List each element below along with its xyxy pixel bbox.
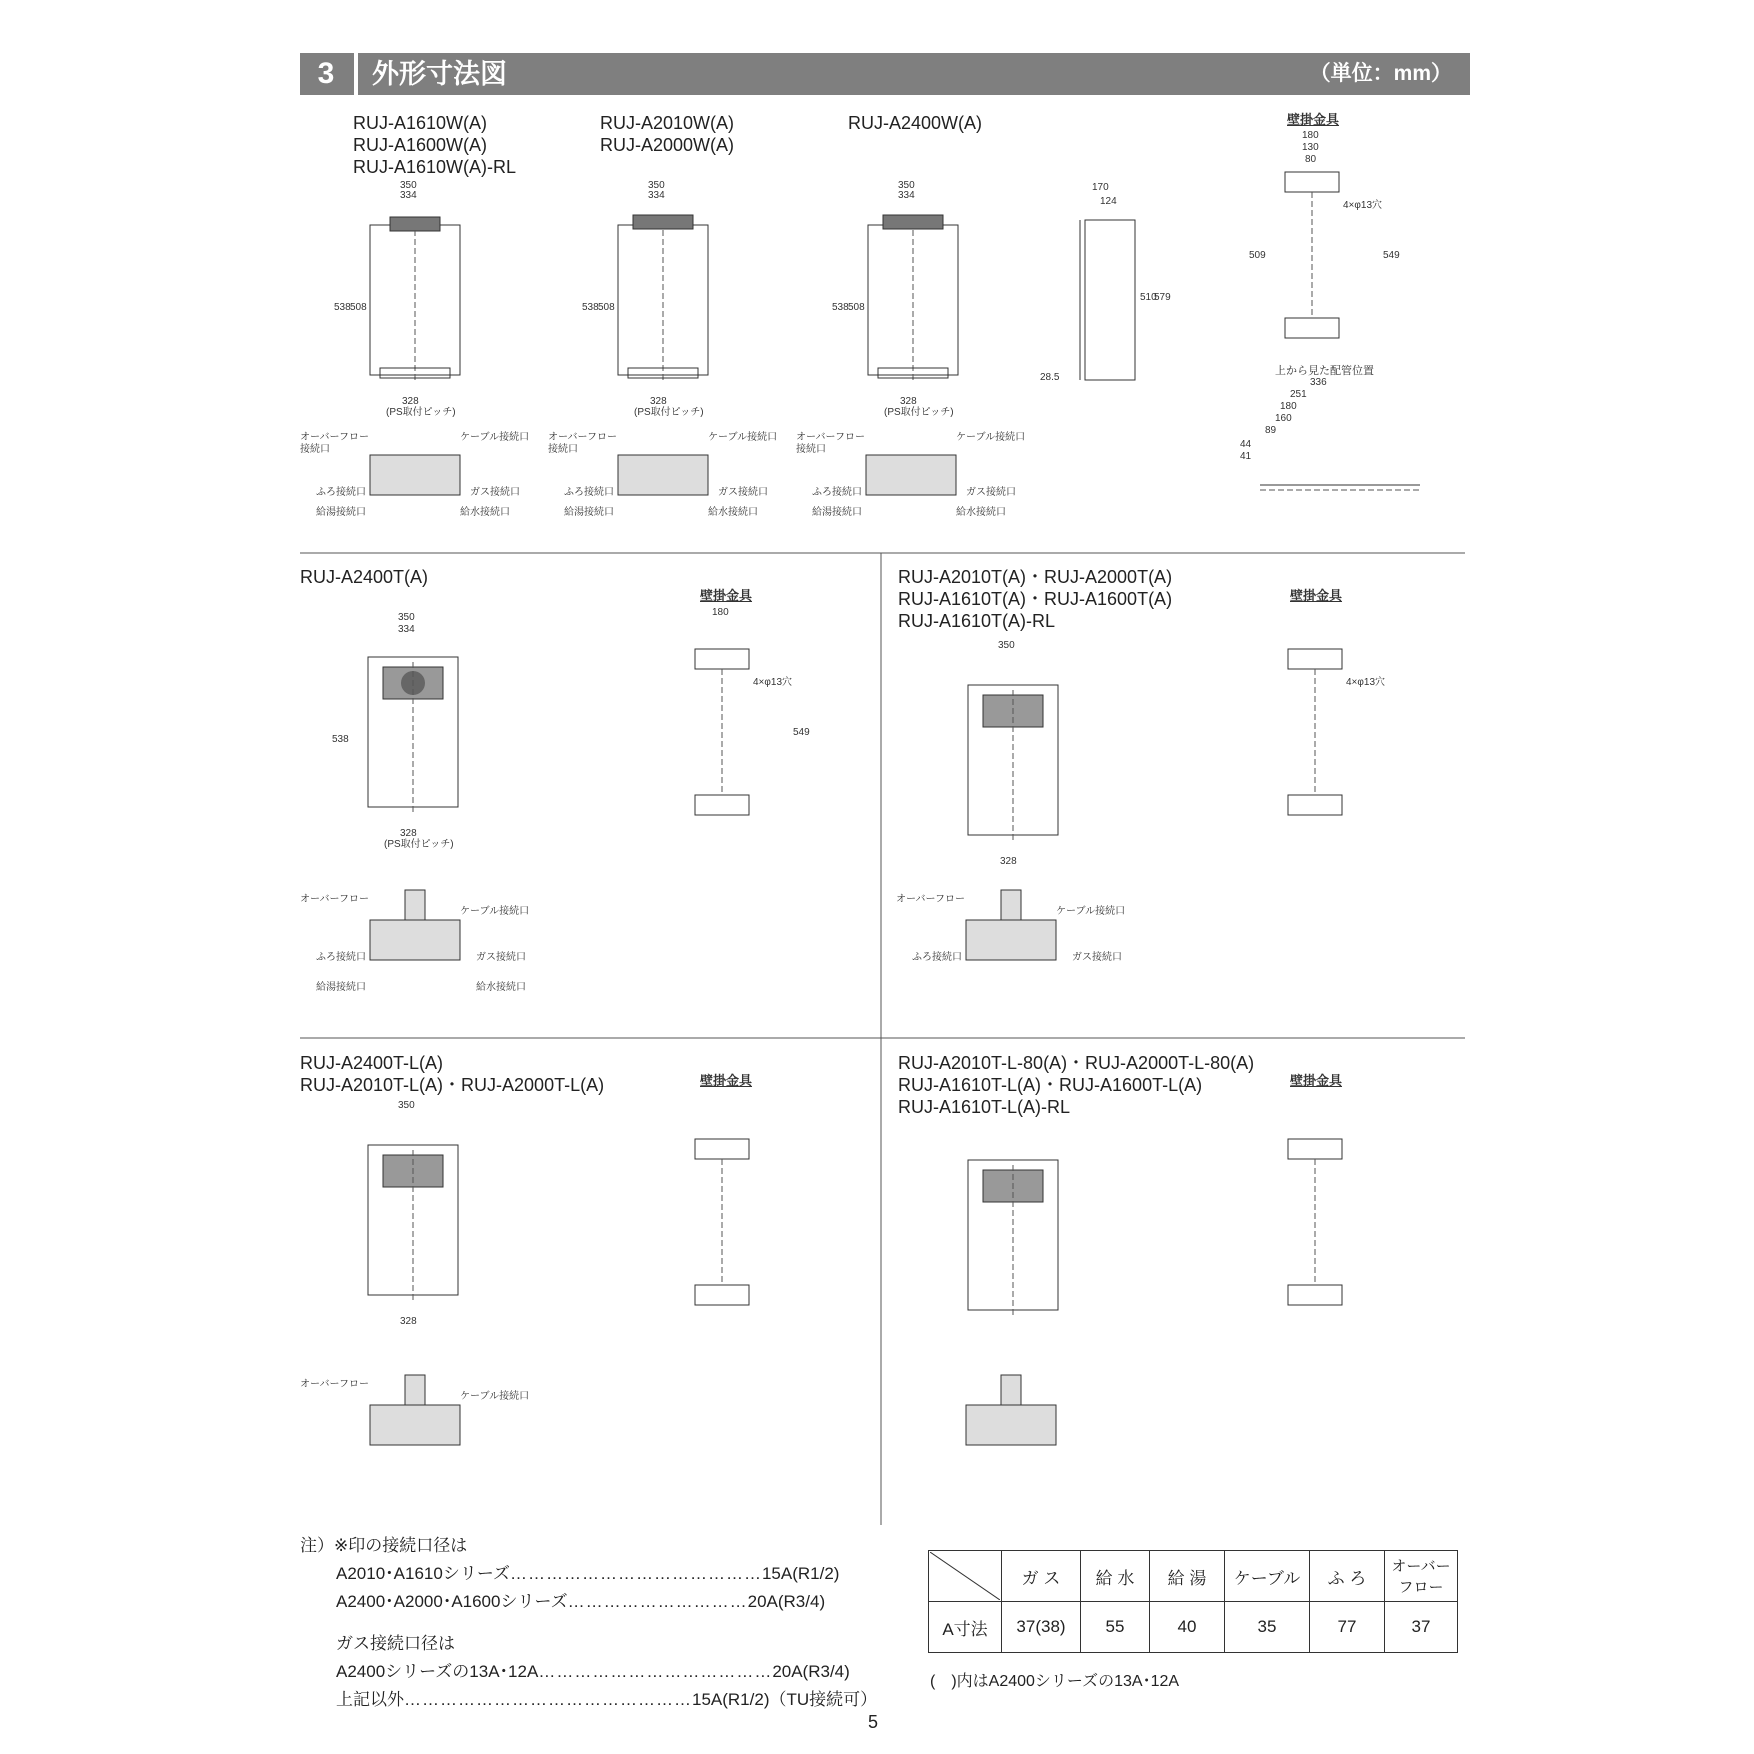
svg-text:オーバーフロー: オーバーフロー [548,432,617,443]
svg-text:350: 350 [398,1100,415,1111]
svg-text:オーバーフロー: オーバーフロー [300,894,369,905]
svg-text:ガス接続口: ガス接続口 [476,952,526,963]
svg-text:接続口: 接続口 [300,444,330,455]
svg-text:328: 328 [900,396,917,407]
svg-text:508: 508 [848,302,865,313]
table-cell: 40 [1150,1602,1225,1653]
table-header-hot: 給 湯 [1150,1551,1225,1602]
svg-text:給湯接続口: 給湯接続口 [316,982,366,993]
svg-text:350: 350 [398,612,415,623]
svg-text:549: 549 [793,727,810,738]
svg-text:180: 180 [1302,130,1319,141]
svg-text:ガス接続口: ガス接続口 [470,487,520,498]
front-view-b [578,180,748,420]
svg-text:(PS取付ピッチ): (PS取付ピッチ) [634,407,704,418]
model-title-g: RUJ-A2010T-L-80(A)・RUJ-A2000T-L-80(A) RUJ-A1610T-L(A)・RUJ-A1600T-L(A) RUJ-A1610T-L(A)-RL [898,1053,1255,1117]
svg-text:508: 508 [598,302,615,313]
front-view-f [328,1100,498,1340]
svg-text:44: 44 [1240,439,1252,450]
table-header-water: 給 水 [1081,1551,1150,1602]
svg-text:接続口: 接続口 [548,444,578,455]
svg-text:328: 328 [402,396,419,407]
bracket-view-2 [655,605,835,845]
bracket-label-5: 壁掛金具 [1290,1073,1343,1088]
svg-text:328: 328 [1000,856,1017,867]
svg-text:510: 510 [1140,292,1157,303]
svg-text:28.5: 28.5 [1040,372,1060,383]
side-view-c [1040,180,1180,420]
table-cell: 37(38) [1002,1602,1081,1653]
table-header-cable: ケーブル [1225,1551,1310,1602]
front-view-e [928,640,1098,880]
svg-text:328: 328 [400,1316,417,1327]
front-view-a [330,180,500,420]
svg-text:251: 251 [1290,389,1307,400]
table-cell: 37 [1385,1602,1458,1653]
svg-text:180: 180 [712,607,729,618]
svg-text:549: 549 [1383,250,1400,261]
svg-text:350: 350 [898,180,915,191]
table-header-overflow: オーバーフロー [1385,1551,1458,1602]
svg-text:4×φ13穴: 4×φ13穴 [1343,200,1383,211]
svg-text:(PS取付ピッチ): (PS取付ピッチ) [386,407,456,418]
svg-text:ケーブル接続口: ケーブル接続口 [1056,906,1126,917]
svg-text:給湯接続口: 給湯接続口 [316,507,366,518]
front-view-d [328,612,498,852]
svg-text:4×φ13穴: 4×φ13穴 [753,677,793,688]
bottom-view-b [548,430,778,520]
bracket-label-3: 壁掛金具 [1290,588,1343,603]
svg-text:336: 336 [1310,377,1327,388]
svg-text:579: 579 [1154,292,1171,303]
bottom-view-c [796,430,1026,520]
svg-text:170: 170 [1092,182,1109,193]
svg-text:328: 328 [650,396,667,407]
svg-text:350: 350 [400,180,417,191]
model-title-f: RUJ-A2400T-L(A) RUJ-A2010T-L(A)・RUJ-A2000T-L(A) [300,1053,605,1095]
bracket-label-1: 壁掛金具 [1287,112,1340,127]
bottom-view-d [300,890,530,1000]
svg-text:509: 509 [1249,250,1266,261]
svg-text:ケーブル接続口: ケーブル接続口 [460,1391,530,1402]
svg-text:オーバーフロー: オーバーフロー [796,432,865,443]
svg-text:ふろ接続口: ふろ接続口 [564,487,614,498]
svg-text:給水接続口: 給水接続口 [708,507,758,518]
svg-text:(PS取付ピッチ): (PS取付ピッチ) [884,407,954,418]
bracket-view-4 [655,1095,835,1335]
bracket-view-1 [1245,128,1425,368]
top-view-label-1: 上から見た配管位置 [1275,365,1374,377]
svg-text:180: 180 [1280,401,1297,412]
table-corner-cell [929,1551,1002,1602]
model-title-d: RUJ-A2400T(A) [300,567,429,587]
svg-text:538: 538 [332,734,349,745]
table-row-label: A寸法 [929,1602,1002,1653]
svg-text:160: 160 [1275,413,1292,424]
svg-text:334: 334 [648,190,665,201]
svg-text:80: 80 [1305,154,1317,165]
front-view-c [828,180,998,420]
svg-text:ケーブル接続口: ケーブル接続口 [460,906,530,917]
svg-text:接続口: 接続口 [796,444,826,455]
bottom-view-a [300,430,530,520]
svg-text:給湯接続口: 給湯接続口 [564,507,614,518]
svg-text:124: 124 [1100,196,1117,207]
section-number: 3 [317,57,335,90]
svg-text:538: 538 [582,302,599,313]
model-title-b: RUJ-A2010W(A) RUJ-A2000W(A) [600,113,735,155]
svg-text:オーバーフロー: オーバーフロー [300,1379,369,1390]
svg-text:給水接続口: 給水接続口 [476,982,526,993]
table-header-bath: ふ ろ [1310,1551,1385,1602]
svg-text:ケーブル接続口: ケーブル接続口 [708,432,778,443]
svg-text:334: 334 [400,190,417,201]
notes-block: 注）※印の接続口径は A2010･A1610シリーズ……………………………………15A(R1/2) A2400･A2000･A1600シリーズ…………………………20A(R3/4) ガス接続口径は A2400シリーズの13A･12A…………………………………20A(R3/4) 上記以外…………………………………………15A(R1/2)（TU接続可） [300,1536,878,1709]
svg-text:ケーブル接続口: ケーブル接続口 [956,432,1026,443]
table-cell: 77 [1310,1602,1385,1653]
svg-text:ガス接続口: ガス接続口 [718,487,768,498]
bottom-view-f [300,1375,530,1485]
table-footnote: ( )内はA2400シリーズの13A･12A [930,1673,1180,1690]
svg-text:ケーブル接続口: ケーブル接続口 [460,432,530,443]
bracket-label-4: 壁掛金具 [700,1073,753,1088]
table-cell: 35 [1225,1602,1310,1653]
bottom-view-g [896,1375,1126,1485]
model-title-a: RUJ-A1610W(A) RUJ-A1600W(A) RUJ-A1610W(A)-RL [353,113,517,177]
svg-text:538: 538 [334,302,351,313]
svg-text:508: 508 [350,302,367,313]
svg-text:41: 41 [1240,451,1252,462]
bracket-view-5 [1248,1095,1428,1335]
table-header-gas: ガ ス [1002,1551,1081,1602]
svg-text:ガス接続口: ガス接続口 [966,487,1016,498]
svg-text:(PS取付ピッチ): (PS取付ピッチ) [384,839,454,850]
table-cell: 55 [1081,1602,1150,1653]
svg-text:オーバーフロー: オーバーフロー [300,432,369,443]
svg-text:350: 350 [998,640,1015,651]
section-title: 外形寸法図 [372,59,507,89]
svg-text:ふろ接続口: ふろ接続口 [912,952,962,963]
svg-text:350: 350 [648,180,665,191]
svg-text:給水接続口: 給水接続口 [460,507,510,518]
svg-text:ふろ接続口: ふろ接続口 [316,952,366,963]
bracket-view-3 [1248,605,1428,845]
model-title-e: RUJ-A2010T(A)・RUJ-A2000T(A) RUJ-A1610T(A)・RUJ-A1600T(A) RUJ-A1610T(A)-RL [898,567,1173,631]
svg-text:334: 334 [898,190,915,201]
svg-text:538: 538 [832,302,849,313]
svg-text:ふろ接続口: ふろ接続口 [316,487,366,498]
svg-text:334: 334 [398,624,415,635]
svg-text:130: 130 [1302,142,1319,153]
bottom-view-e [896,890,1126,1000]
front-view-g [928,1115,1098,1355]
svg-text:ふろ接続口: ふろ接続口 [812,487,862,498]
bracket-label-2: 壁掛金具 [700,588,753,603]
svg-text:89: 89 [1265,425,1277,436]
svg-text:給湯接続口: 給湯接続口 [812,507,862,518]
svg-text:328: 328 [400,828,417,839]
a-dimension-table [928,1550,1458,1653]
svg-text:4×φ13穴: 4×φ13穴 [1346,677,1386,688]
svg-text:オーバーフロー: オーバーフロー [896,894,965,905]
unit-label: （単位：mm） [1309,62,1452,85]
page-number: 5 [868,1712,879,1732]
model-title-c: RUJ-A2400W(A) [848,113,983,133]
top-view-1 [1180,375,1460,525]
svg-text:ガス接続口: ガス接続口 [1072,952,1122,963]
svg-text:給水接続口: 給水接続口 [956,507,1006,518]
